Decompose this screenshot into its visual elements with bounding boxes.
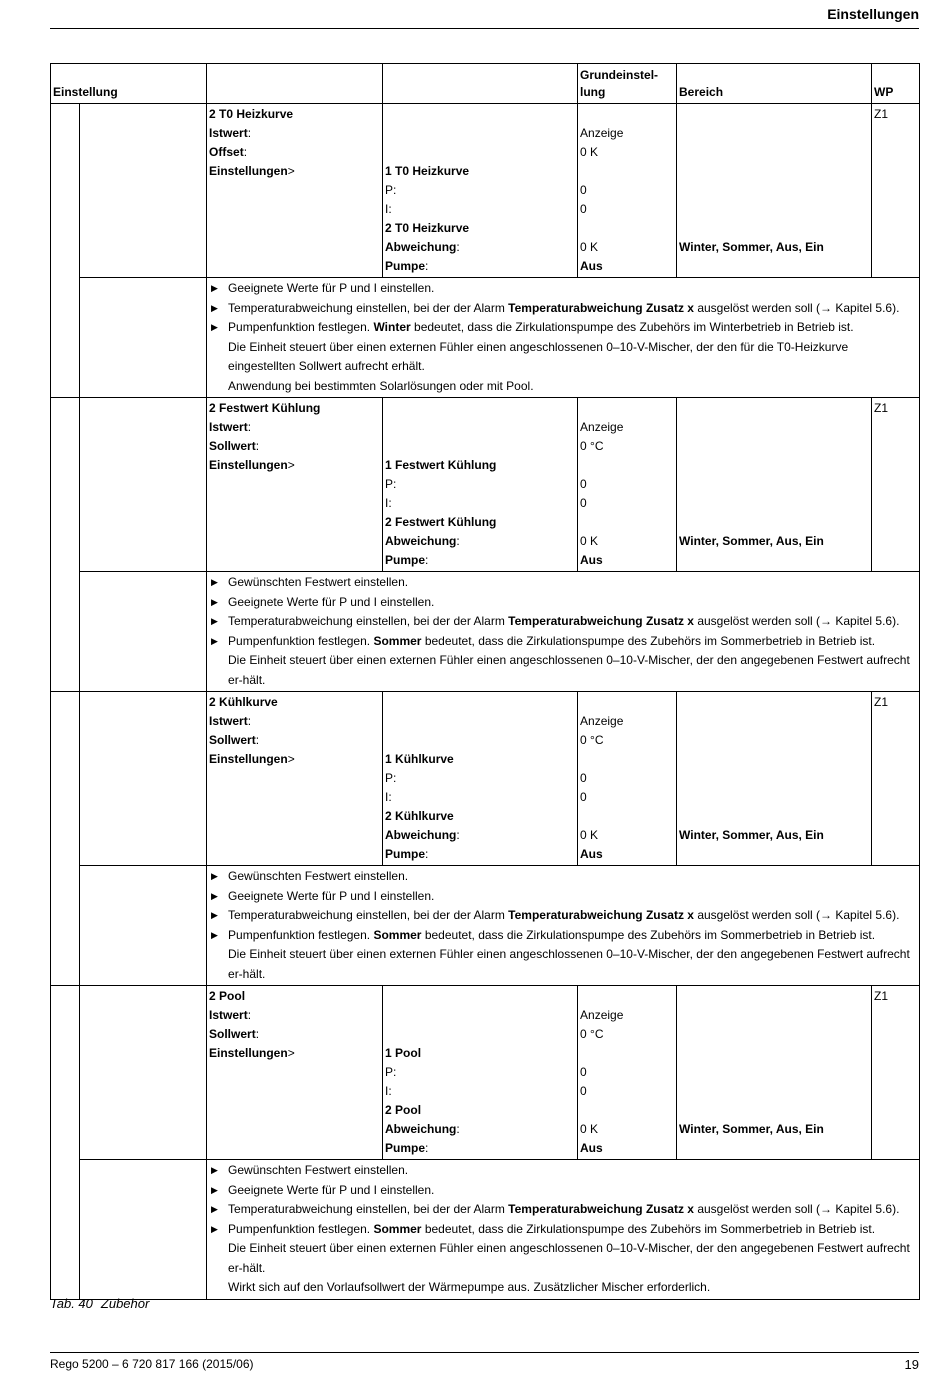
bullet-icon: ▶ xyxy=(211,1223,218,1234)
sub-setting-1: 1 Pool xyxy=(385,1046,422,1060)
indent-cell-2 xyxy=(80,398,207,572)
p-label: P: xyxy=(385,1065,397,1079)
wp-cell xyxy=(872,692,920,866)
note-line: ▶ Geeignete Werte für P und I einstellen. xyxy=(209,887,917,907)
default-cell xyxy=(578,692,677,866)
note-indent xyxy=(209,338,228,377)
default-p: 0 xyxy=(580,771,587,785)
range-value: Winter, Sommer, Aus, Ein xyxy=(679,828,824,842)
default-cell xyxy=(578,104,677,278)
indent-cell xyxy=(51,104,80,398)
note-line: ▶ Pumpenfunktion festlegen. Sommer bedeutet, dass die Zirkulationspumpe des Zubehörs im Sommerbetrieb in Betrieb ist. xyxy=(209,1220,917,1240)
setting-row xyxy=(51,104,920,278)
einstellungen-label: Einstellungen> xyxy=(209,164,295,178)
sub-setting-cell xyxy=(383,104,578,278)
sub-setting-1: 1 Kühlkurve xyxy=(385,752,454,766)
default-pumpe: Aus xyxy=(580,553,603,567)
setting-title: 2 T0 Heizkurve xyxy=(209,107,294,121)
table-header-row xyxy=(51,64,920,104)
range-cell xyxy=(677,986,872,1160)
col-empty-2 xyxy=(383,64,578,104)
second-label: Sollwert: xyxy=(209,1027,260,1041)
sub-setting-2: 2 Festwert Kühlung xyxy=(385,515,497,529)
pumpe-label: Pumpe: xyxy=(385,259,429,273)
indent-cell xyxy=(51,398,80,692)
default-pumpe: Aus xyxy=(580,847,603,861)
default-pumpe: Aus xyxy=(580,1141,603,1155)
einstellungen-label: Einstellungen> xyxy=(209,752,295,766)
indent-cell xyxy=(51,986,80,1300)
settings-table xyxy=(50,63,920,1300)
pumpe-label: Pumpe: xyxy=(385,847,429,861)
istwert-label: Istwert: xyxy=(209,1008,252,1022)
default-abweichung: 0 K xyxy=(580,534,599,548)
range-value: Winter, Sommer, Aus, Ein xyxy=(679,240,824,254)
default-istwert: Anzeige xyxy=(580,126,624,140)
wp-cell xyxy=(872,398,920,572)
col-wp: WP xyxy=(872,64,920,104)
wp-value: Z1 xyxy=(874,989,889,1003)
notes-cell xyxy=(207,1160,920,1300)
sub-setting-cell xyxy=(383,398,578,572)
i-label: I: xyxy=(385,790,392,804)
note-indent xyxy=(209,945,228,984)
wp-cell xyxy=(872,986,920,1160)
p-label: P: xyxy=(385,183,397,197)
caption-text: Zubehör xyxy=(100,1296,150,1311)
note-line: ▶ Temperaturabweichung einstellen, bei der der Alarm Temperaturabweichung Zusatz x ausgelöst werden soll (→ Kapitel 5.6). xyxy=(209,906,917,926)
note-line: Wirkt sich auf den Vorlaufsollwert der Wärmepumpe aus. Zusätzlicher Mischer erforderlich. xyxy=(209,1278,917,1298)
note-line: Die Einheit steuert über einen externen Fühler einen angeschlossenen 0–10-V-Mischer, der den angegebenen Festwert aufrecht er-hält. xyxy=(209,651,917,690)
bullet-icon: ▶ xyxy=(211,322,218,332)
setting-row xyxy=(51,692,920,866)
abweichung-label: Abweichung: xyxy=(385,240,460,254)
default-p: 0 xyxy=(580,1065,587,1079)
setting-name-cell xyxy=(207,398,383,572)
notes-row xyxy=(51,572,920,692)
i-label: I: xyxy=(385,1084,392,1098)
bullet-icon: ▶ xyxy=(211,910,218,920)
p-label: P: xyxy=(385,477,397,491)
caption-label: Tab. 40 xyxy=(50,1296,93,1311)
istwert-label: Istwert: xyxy=(209,714,252,728)
notes-row xyxy=(51,1160,920,1300)
wp-cell xyxy=(872,104,920,278)
istwert-label: Istwert: xyxy=(209,126,252,140)
wp-value: Z1 xyxy=(874,695,889,709)
default-p: 0 xyxy=(580,183,587,197)
note-line: ▶ Gewünschten Festwert einstellen. xyxy=(209,1161,917,1181)
bullet-icon: ▶ xyxy=(211,635,218,646)
setting-name-cell xyxy=(207,986,383,1160)
note-line: ▶ Temperaturabweichung einstellen, bei der der Alarm Temperaturabweichung Zusatz x ausgelöst werden soll (→ Kapitel 5.6). xyxy=(209,1200,917,1220)
note-line: Anwendung bei bestimmten Solarlösungen oder mit Pool. xyxy=(209,377,917,397)
notes-cell xyxy=(207,866,920,986)
sub-setting-cell xyxy=(383,692,578,866)
range-value: Winter, Sommer, Aus, Ein xyxy=(679,1122,824,1136)
wp-value: Z1 xyxy=(874,401,889,415)
note-line: ▶ Pumpenfunktion festlegen. Winter bedeutet, dass die Zirkulationspumpe des Zubehörs im Winterbetrieb in Betrieb ist. xyxy=(209,318,917,338)
range-cell xyxy=(677,692,872,866)
range-cell xyxy=(677,398,872,572)
indent-cell-2 xyxy=(80,278,207,398)
default-abweichung: 0 K xyxy=(580,1122,599,1136)
note-line: ▶ Temperaturabweichung einstellen, bei der der Alarm Temperaturabweichung Zusatz x ausgelöst werden soll (→ Kapitel 5.6). xyxy=(209,612,917,632)
note-line: ▶ Geeignete Werte für P und I einstellen. xyxy=(209,1181,917,1201)
pumpe-label: Pumpe: xyxy=(385,1141,429,1155)
note-line: ▶ Temperaturabweichung einstellen, bei der der Alarm Temperaturabweichung Zusatz x ausgelöst werden soll (→ Kapitel 5.6). xyxy=(209,299,917,319)
einstellungen-label: Einstellungen> xyxy=(209,1046,295,1060)
default-i: 0 xyxy=(580,790,587,804)
indent-cell-2 xyxy=(80,866,207,986)
note-line: ▶ Pumpenfunktion festlegen. Sommer bedeutet, dass die Zirkulationspumpe des Zubehörs im Sommerbetrieb in Betrieb ist. xyxy=(209,632,917,652)
bullet-icon: ▶ xyxy=(211,929,218,940)
indent-cell-2 xyxy=(80,104,207,278)
setting-title: 2 Kühlkurve xyxy=(209,695,278,709)
indent-cell-2 xyxy=(80,572,207,692)
indent-cell-2 xyxy=(80,1160,207,1300)
sub-setting-2: 2 Kühlkurve xyxy=(385,809,454,823)
range-value: Winter, Sommer, Aus, Ein xyxy=(679,534,824,548)
col-einstellung: Einstellung xyxy=(51,64,207,104)
sub-setting-2: 2 T0 Heizkurve xyxy=(385,221,470,235)
notes-row xyxy=(51,866,920,986)
note-line: ▶ Gewünschten Festwert einstellen. xyxy=(209,573,917,593)
bullet-icon: ▶ xyxy=(211,283,218,293)
default-abweichung: 0 K xyxy=(580,828,599,842)
note-line: ▶ Geeignete Werte für P und I einstellen. xyxy=(209,593,917,613)
setting-title: 2 Pool xyxy=(209,989,246,1003)
notes-row xyxy=(51,278,920,398)
setting-row xyxy=(51,986,920,1160)
default-cell xyxy=(578,398,677,572)
default-cell xyxy=(578,986,677,1160)
i-label: I: xyxy=(385,496,392,510)
default-istwert: Anzeige xyxy=(580,1008,624,1022)
note-line: Die Einheit steuert über einen externen Fühler einen angeschlossenen 0–10-V-Mischer, der den angegebenen Festwert aufrecht er-hält. xyxy=(209,945,917,984)
bullet-icon: ▶ xyxy=(211,596,218,607)
bullet-icon: ▶ xyxy=(211,577,218,587)
page-number: 19 xyxy=(904,1357,919,1372)
note-line: ▶ Gewünschten Festwert einstellen. xyxy=(209,867,917,887)
note-indent xyxy=(209,1239,228,1278)
page-header xyxy=(50,6,919,29)
indent-cell xyxy=(51,692,80,986)
section-title: Einstellungen xyxy=(827,6,919,22)
col-bereich: Bereich xyxy=(677,64,872,104)
default-second: 0 °C xyxy=(580,439,604,453)
default-i: 0 xyxy=(580,202,587,216)
second-label: Offset: xyxy=(209,145,248,159)
second-label: Sollwert: xyxy=(209,439,260,453)
istwert-label: Istwert: xyxy=(209,420,252,434)
range-cell xyxy=(677,104,872,278)
notes-cell xyxy=(207,572,920,692)
indent-cell-2 xyxy=(80,986,207,1160)
bullet-icon: ▶ xyxy=(211,302,218,313)
note-indent xyxy=(209,1278,228,1298)
default-i: 0 xyxy=(580,496,587,510)
note-indent xyxy=(209,377,228,397)
default-i: 0 xyxy=(580,1084,587,1098)
note-line: Die Einheit steuert über einen externen Fühler einen angeschlossenen 0–10-V-Mischer, der den angegebenen Festwert aufrecht er-hält. xyxy=(209,1239,917,1278)
abweichung-label: Abweichung: xyxy=(385,1122,460,1136)
footer-doc: Rego 5200 – 6 720 817 166 (2015/06) xyxy=(50,1357,254,1371)
bullet-icon: ▶ xyxy=(211,1184,218,1195)
sub-setting-1: 1 T0 Heizkurve xyxy=(385,164,470,178)
page-footer xyxy=(50,1352,919,1372)
default-pumpe: Aus xyxy=(580,259,603,273)
second-label: Sollwert: xyxy=(209,733,260,747)
default-p: 0 xyxy=(580,477,587,491)
bullet-icon: ▶ xyxy=(211,1204,218,1214)
default-abweichung: 0 K xyxy=(580,240,599,254)
default-istwert: Anzeige xyxy=(580,420,624,434)
default-second: 0 K xyxy=(580,145,599,159)
sub-setting-2: 2 Pool xyxy=(385,1103,422,1117)
wp-value: Z1 xyxy=(874,107,889,121)
note-line: Die Einheit steuert über einen externen Fühler einen angeschlossenen 0–10-V-Mischer, der den für die T0-Heizkurve eingestellten Sollwert aufrecht erhält. xyxy=(209,338,917,377)
setting-name-cell xyxy=(207,692,383,866)
default-second: 0 °C xyxy=(580,1027,604,1041)
abweichung-label: Abweichung: xyxy=(385,828,460,842)
bullet-icon: ▶ xyxy=(211,1165,218,1175)
table-caption xyxy=(50,1296,157,1311)
bullet-icon: ▶ xyxy=(211,890,218,901)
col-empty-1 xyxy=(207,64,383,104)
sub-setting-cell xyxy=(383,986,578,1160)
default-istwert: Anzeige xyxy=(580,714,624,728)
pumpe-label: Pumpe: xyxy=(385,553,429,567)
setting-row xyxy=(51,398,920,572)
abweichung-label: Abweichung: xyxy=(385,534,460,548)
bullet-icon: ▶ xyxy=(211,871,218,881)
note-line: ▶ Geeignete Werte für P und I einstellen. xyxy=(209,279,917,299)
notes-cell xyxy=(207,278,920,398)
note-line: ▶ Pumpenfunktion festlegen. Sommer bedeutet, dass die Zirkulationspumpe des Zubehörs im Sommerbetrieb in Betrieb ist. xyxy=(209,926,917,946)
setting-title: 2 Festwert Kühlung xyxy=(209,401,321,415)
p-label: P: xyxy=(385,771,397,785)
col-grundeinstellung: Grundeinstel- lung xyxy=(578,64,677,104)
note-indent xyxy=(209,651,228,690)
bullet-icon: ▶ xyxy=(211,616,218,626)
i-label: I: xyxy=(385,202,392,216)
setting-name-cell xyxy=(207,104,383,278)
sub-setting-1: 1 Festwert Kühlung xyxy=(385,458,497,472)
default-second: 0 °C xyxy=(580,733,604,747)
indent-cell-2 xyxy=(80,692,207,866)
einstellungen-label: Einstellungen> xyxy=(209,458,295,472)
